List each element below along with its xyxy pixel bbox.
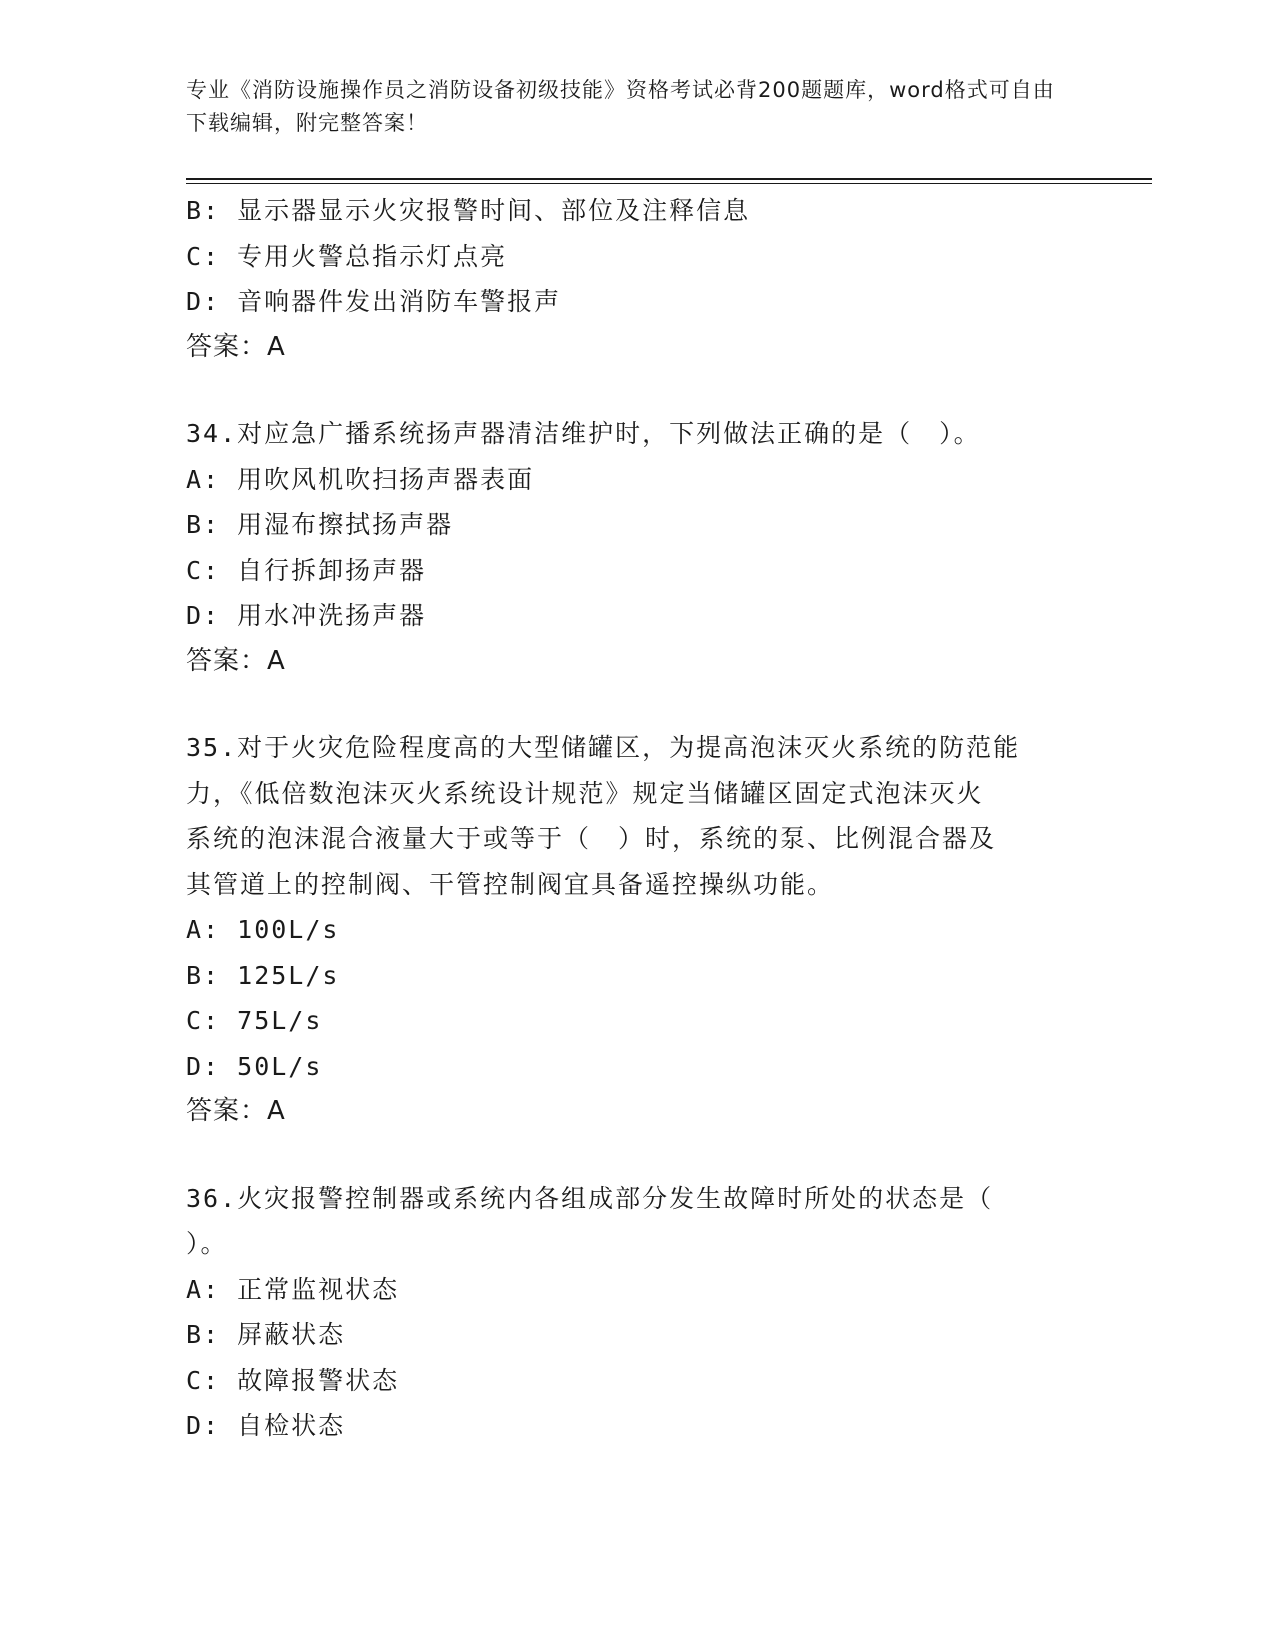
header-rule-thin bbox=[186, 183, 1152, 184]
option-a: A: 正常监视状态 bbox=[186, 1274, 400, 1304]
page-header: 专业《消防设施操作员之消防设备初级技能》资格考试必背200题题库，word格式可自由下载编辑，附完整答案！ bbox=[186, 78, 1055, 135]
question-text-line-2: 力，《低倍数泡沫灭火系统设计规范》规定当储罐区固定式泡沫灭火 bbox=[186, 778, 984, 808]
question-35 bbox=[186, 725, 1076, 1135]
option-b: B: 125L/s bbox=[186, 960, 340, 990]
answer: 答案：A bbox=[186, 1096, 286, 1126]
spacer bbox=[186, 684, 1076, 725]
spacer bbox=[186, 1135, 1076, 1176]
question-text-line-1: 35.对于火灾危险程度高的大型储罐区，为提高泡沫灭火系统的防范能 bbox=[186, 733, 1021, 762]
spacer bbox=[186, 370, 1076, 411]
option-c: C: 专用火警总指示灯点亮 bbox=[186, 241, 508, 271]
question-text-line-2: ）。 bbox=[186, 1229, 228, 1258]
question-text-line-1: 36.火灾报警控制器或系统内各组成部分发生故障时所处的状态是（ bbox=[186, 1183, 994, 1213]
option-b: B: 用湿布擦拭扬声器 bbox=[186, 510, 454, 539]
option-a: A: 100L/s bbox=[186, 915, 340, 944]
option-a: A: 用吹风机吹扫扬声器表面 bbox=[186, 464, 535, 494]
question-text-line-4: 其管道上的控制阀、干管控制阀宜具备遥控操纵功能。 bbox=[186, 869, 835, 899]
answer: 答案：A bbox=[186, 645, 286, 676]
option-c: C: 故障报警状态 bbox=[186, 1365, 400, 1395]
option-d: D: 自检状态 bbox=[186, 1411, 346, 1440]
question-content bbox=[186, 188, 1076, 1449]
question-33-continued bbox=[186, 188, 1076, 370]
question-text: 34.对应急广播系统扬声器清洁维护时，下列做法正确的是（ ）。 bbox=[186, 419, 981, 448]
question-36 bbox=[186, 1176, 1076, 1449]
option-b: B: 屏蔽状态 bbox=[186, 1320, 346, 1349]
header-rule-thick bbox=[186, 178, 1152, 180]
option-b: B: 显示器显示火灾报警时间、部位及注释信息 bbox=[186, 196, 751, 225]
option-d: D: 50L/s bbox=[186, 1051, 323, 1081]
option-d: D: 用水冲洗扬声器 bbox=[186, 601, 427, 630]
option-d: D: 音响器件发出消防车警报声 bbox=[186, 287, 562, 316]
option-c: C: 自行拆卸扬声器 bbox=[186, 555, 427, 585]
question-text-line-3: 系统的泡沫混合液量大于或等于（ ）时，系统的泵、比例混合器及 bbox=[186, 824, 997, 853]
option-c: C: 75L/s bbox=[186, 1006, 323, 1035]
answer: 答案：A bbox=[186, 331, 286, 362]
question-34 bbox=[186, 411, 1076, 684]
